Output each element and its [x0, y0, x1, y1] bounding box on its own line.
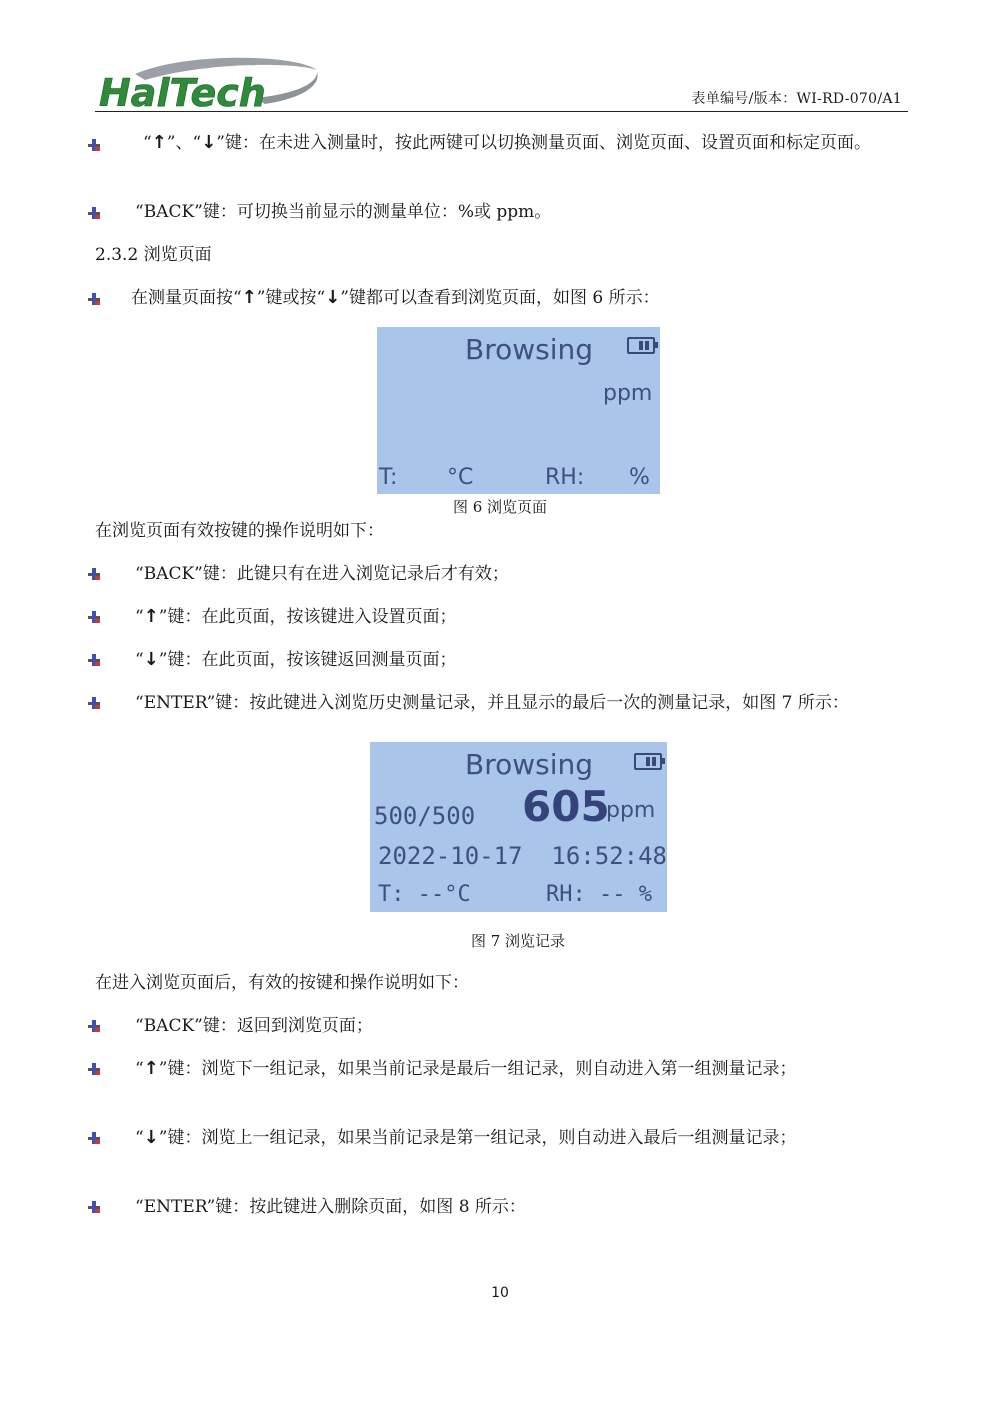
description-browsing: 在浏览页面有效按键的操作说明如下： — [95, 521, 384, 541]
up-arrow-icon: ↑ — [241, 287, 257, 308]
lcd-browsing-record — [370, 742, 667, 912]
battery-icon — [627, 337, 655, 354]
bullet-text-up-browse: “↑”键：在此页面，按该键进入设置页面； — [135, 606, 457, 627]
record-unit: ppm — [606, 798, 656, 823]
bullet-icon — [86, 1061, 102, 1077]
lcd-browsing-page — [377, 327, 660, 494]
bullet-icon — [86, 137, 102, 153]
lcd-rh-unit: % — [629, 465, 650, 490]
bullet-text-down-record: “↓”键：浏览上一组记录，如果当前记录是第一组记录，则自动进入最后一组测量记录； — [135, 1127, 797, 1148]
lcd-title: Browsing — [465, 333, 594, 366]
intro-text: 在测量页面按“↑”键或按“↓”键都可以查看到浏览页面，如图 6 所示： — [131, 287, 660, 308]
battery-icon — [634, 753, 662, 770]
haltech-logo — [95, 54, 325, 112]
bullet-icon — [86, 652, 102, 668]
bullet-icon — [86, 695, 102, 711]
bullet-icon — [86, 609, 102, 625]
down-arrow-icon: ↓ — [201, 132, 217, 153]
bullet-icon — [86, 566, 102, 582]
down-arrow-icon: ↓ — [143, 649, 159, 670]
lcd-unit: ppm — [603, 381, 653, 406]
logo-text: HalTech — [99, 71, 266, 112]
bullet-text-enter-record: “ENTER”键：按此键进入删除页面，如图 8 所示： — [135, 1197, 526, 1217]
bullet-text-updown: “↑”、“↓”键：在未进入测量时，按此两键可以切换测量页面、浏览页面、设置页面和标定页面。 — [143, 132, 871, 153]
section-title: 2.3.2 浏览页面 — [95, 245, 212, 265]
up-arrow-icon: ↑ — [143, 606, 159, 627]
bullet-icon — [86, 291, 102, 307]
record-count: 500/500 — [374, 802, 476, 830]
lcd-temp-label: T: — [379, 465, 398, 490]
down-arrow-icon: ↓ — [143, 1127, 159, 1148]
page-header — [95, 52, 908, 114]
up-arrow-icon: ↑ — [143, 1058, 159, 1079]
bullet-text-back-record: “BACK”键：返回到浏览页面； — [135, 1016, 373, 1036]
logo-swoosh-icon — [95, 54, 325, 112]
bullet-icon — [86, 1018, 102, 1034]
bullet-icon — [86, 1199, 102, 1215]
record-datetime: 2022-10-17 16:52:48 — [378, 842, 667, 870]
bullet-text-enter-browse: “ENTER”键：按此键进入浏览历史测量记录，并且显示的最后一次的测量记录，如图 7 所示： — [135, 693, 849, 713]
up-arrow-icon: ↑ — [151, 132, 167, 153]
figure-6-caption: 图 6 浏览页面 — [452, 498, 548, 516]
record-rh: RH: -- % — [546, 882, 652, 907]
record-value: 605 — [522, 782, 610, 831]
lcd-temp-unit: °C — [447, 465, 474, 490]
bullet-text-down-browse: “↓”键：在此页面，按该键返回测量页面； — [135, 649, 457, 670]
figure-7-caption: 图 7 浏览记录 — [470, 932, 566, 950]
bullet-text-back: “BACK”键：可切换当前显示的测量单位：%或 ppm。 — [135, 202, 552, 222]
lcd-rh-label: RH: — [545, 465, 585, 490]
bullet-icon — [86, 1130, 102, 1146]
bullet-text-up-record: “↑”键：浏览下一组记录，如果当前记录是最后一组记录，则自动进入第一组测量记录； — [135, 1058, 797, 1079]
bullet-text-back-browse: “BACK”键：此键只有在进入浏览记录后才有效； — [135, 564, 509, 584]
form-number: 表单编号/版本：WI-RD-070/A1 — [691, 91, 902, 107]
header-divider — [95, 111, 908, 112]
bullet-icon — [86, 205, 102, 221]
description-record: 在进入浏览页面后，有效的按键和操作说明如下： — [95, 973, 469, 993]
record-temp: T: --°C — [378, 882, 471, 907]
page-number: 10 — [491, 1285, 509, 1301]
down-arrow-icon: ↓ — [325, 287, 341, 308]
lcd-title: Browsing — [465, 748, 594, 781]
